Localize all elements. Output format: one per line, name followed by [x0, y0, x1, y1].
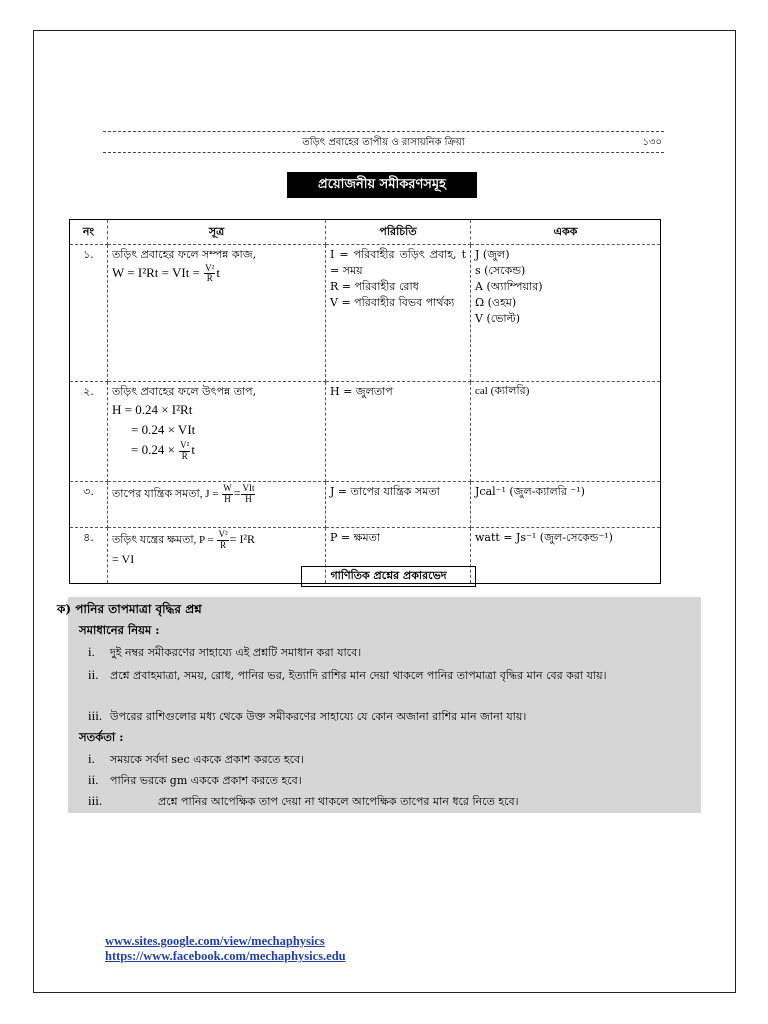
formula-cell: [108, 528, 326, 584]
unit-line: s (সেকেন্ড): [475, 263, 526, 277]
header-cell-intro: পরিচিতি: [326, 220, 471, 245]
caution-item: [88, 749, 696, 769]
list-marker: ii.: [88, 667, 99, 682]
formula: [112, 263, 321, 284]
caution-item: [88, 770, 696, 790]
row-number: ১.: [70, 245, 108, 382]
list-marker: ii.: [88, 772, 99, 787]
intro-line: J = তাপের যান্ত্রিক সমতা: [330, 485, 440, 498]
formula: তাপের যান্ত্রিক সমতা, J = $\frac{W}{H}$ = $\frac{\text{VIt}}{H}$: [112, 483, 255, 504]
rule-item: [88, 665, 696, 685]
unit-line: watt = Js⁻¹ (জুল-সেকেন্ড⁻¹): [475, 531, 613, 544]
table-row: [70, 382, 661, 482]
formula-part: W = I²Rt = VIt =: [112, 264, 204, 280]
problem-types-label: গাণিতিক প্রশ্নের প্রকারভেদ: [301, 566, 476, 587]
row-number: ২.: [70, 382, 108, 482]
unit-line: cal (ক্যালরি): [475, 385, 530, 397]
fraction: [222, 484, 233, 504]
chapter-title: তড়িৎ প্রবাহের তাপীয় ও রাসায়নিক ক্রিয়া: [302, 137, 465, 148]
formula-line: = 0.24 × VIt: [131, 422, 196, 438]
intro-cell: [326, 245, 471, 382]
caution-text: প্রশ্নে পানির আপেক্ষিক তাপ দেয়া না থাকলে আপেক্ষিক তাপের মান ধরে নিতে হবে।: [158, 795, 519, 808]
panel-title: ক) পানির তাপমাত্রা বৃদ্ধির প্রশ্ন: [57, 602, 202, 616]
formula: [112, 530, 321, 569]
unit-line: Ω (ওহম): [475, 295, 517, 309]
header-cell-unit: একক: [471, 220, 661, 245]
numerator: V²: [205, 263, 215, 274]
intro-cell: [326, 382, 471, 482]
intro-line: R = পরিবাহীর রোধ: [330, 279, 419, 293]
formula-cell: [108, 382, 326, 482]
formula-cell: [108, 245, 326, 382]
formula-cell: [108, 482, 326, 528]
table-row: [70, 245, 661, 382]
intro-cell: [326, 482, 471, 528]
fraction: [179, 441, 190, 461]
caution-heading: সতর্কতা :: [79, 730, 124, 744]
intro-line: I = পরিবাহীর তড়িৎ প্রবাহ, t = সময়: [330, 248, 466, 277]
list-marker: iii.: [88, 708, 103, 723]
rule-item: [88, 706, 696, 726]
problem-panel: [57, 597, 701, 813]
google-sites-link[interactable]: www.sites.google.com/view/mechaphysics: [105, 934, 325, 948]
table-header-row: [70, 220, 661, 245]
formula-part: = I²R: [229, 532, 256, 546]
caution-text: পানির ভরকে gm এককে প্রকাশ করতে হবে।: [110, 774, 302, 787]
denominator: H: [224, 493, 231, 504]
row-number: ৩.: [70, 482, 108, 528]
formula-part: t: [191, 442, 195, 458]
running-header: [103, 131, 664, 153]
list-marker: iii.: [88, 793, 103, 808]
rule-item: [88, 642, 696, 662]
formula-description: তড়িৎ প্রবাহের ফলে উৎপন্ন তাপ,: [112, 385, 257, 398]
page-number: ১৩০: [642, 137, 662, 148]
list-marker: i.: [88, 751, 95, 766]
denominator: H: [245, 493, 252, 504]
facebook-link[interactable]: https://www.facebook.com/mechaphysics.edu: [105, 949, 346, 963]
unit-cell: [471, 382, 661, 482]
numerator: V²: [180, 440, 190, 451]
rule-text: প্রশ্নে প্রবাহমাত্রা, সময়, রোধ, পানির ভর, ইত্যাদি রাশির মান দেয়া থাকলে পানির তাপমাত্রা বৃদ্ধির মান বের করা যায়।: [110, 669, 607, 682]
unit-cell: [471, 245, 661, 382]
list-marker: i.: [88, 644, 95, 659]
fraction: [241, 484, 255, 504]
intro-line: P = ক্ষমতা: [330, 531, 381, 544]
formula-line: [112, 440, 321, 461]
denominator: R: [181, 450, 188, 461]
formula-part: t: [216, 264, 220, 280]
equations-table: [69, 219, 661, 584]
formula-description: তড়িৎ যন্ত্রের ক্ষমতা, P =: [112, 534, 217, 546]
intro-line: V = পরিবাহীর বিভব পার্থক্য: [330, 295, 455, 309]
footer-links: [105, 934, 346, 964]
caution-text: সময়কে সর্বদা sec এককে প্রকাশ করতে হবে।: [110, 753, 305, 766]
unit-line: J (জুল): [475, 248, 510, 261]
formula-line: H = 0.24 × I²Rt: [112, 401, 193, 417]
rule-text: উপরের রাশিগুলোর মধ্য থেকে উক্ত সমীকরণের সাহায্যে যে কোন অজানা রাশির মান জানা যায়।: [110, 710, 527, 723]
formula-line: = VI: [112, 552, 135, 567]
formula-description: তাপের যান্ত্রিক সমতা, J =: [112, 488, 222, 500]
table-row: [70, 482, 661, 528]
formula-description: তড়িৎ প্রবাহের ফলে সম্পন্ন কাজ,: [112, 248, 257, 261]
rules-heading: সমাধানের নিয়ম :: [79, 623, 160, 637]
formula-part: = 0.24 ×: [131, 442, 179, 458]
row-number: ৪.: [70, 528, 108, 584]
header-cell-number: নং: [70, 220, 108, 245]
numerator: VIt: [242, 483, 255, 494]
unit-line: V (ভোল্ট): [475, 311, 520, 325]
numerator: W: [223, 483, 232, 494]
intro-line: H = জুলতাপ: [330, 385, 393, 398]
formula: [112, 400, 321, 461]
denominator: R: [206, 273, 213, 284]
numerator: V²: [218, 529, 228, 540]
rule-text: দুই নম্বর সমীকরণের সাহায্যে এই প্রশ্নটি সমাধান করা যাবে।: [110, 646, 362, 659]
denominator: R: [220, 539, 227, 550]
section-title: প্রয়োজনীয় সমীকরণসমূহ: [287, 172, 477, 198]
unit-cell: [471, 528, 661, 584]
caution-item: [88, 791, 696, 811]
unit-line: Jcal⁻¹ (জুল-ক্যালরি ⁻¹): [475, 485, 585, 498]
header-cell-formula: সূত্র: [108, 220, 326, 245]
fraction: [217, 530, 228, 550]
fraction: [204, 264, 215, 284]
unit-cell: [471, 482, 661, 528]
unit-line: A (অ্যাম্পিয়ার): [475, 279, 543, 293]
